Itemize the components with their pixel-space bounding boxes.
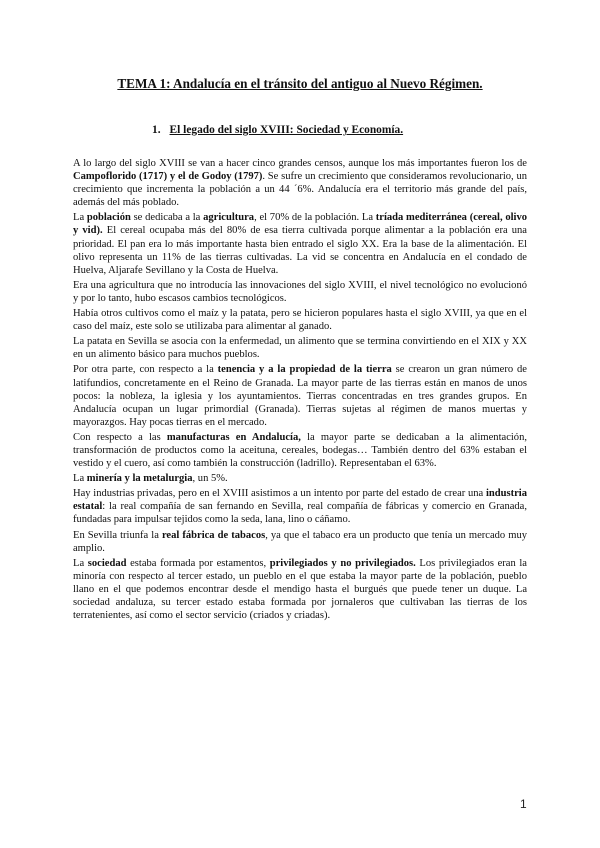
text-run: se dedicaba a la: [130, 212, 204, 224]
bold-term: industria estatal: [73, 488, 527, 513]
paragraph-p3: [73, 279, 527, 305]
section-heading: [152, 124, 403, 136]
paragraph-p6: [73, 363, 527, 428]
paragraph-p1: [73, 157, 527, 209]
text-run: se crearon un gran número de latifundios, concretamente en el Reino de Granada. La mayor parte de las tierras están en manos de unos pocos: la nobleza, la iglesia y los ayuntamientos. Tierras concentradas en tres grandes grupos. En Andalucía ocupan un lugar primordial (Granada). Tierras sujetas al régimen de manos muertas y mayorazgos. Hay pocas tierras en el mercado.: [73, 364, 527, 428]
page-number: 1: [520, 797, 527, 811]
text-run: El cereal ocupaba más del 80% de esa tierra cultivada porque alimentar a la población era una prioridad. El pan era lo más importante hasta bien entrado el siglo XX. Era la base de la alimentación. El olivo representa un 11% de las tierras cultivadas. La vid se concentra en Andalucía en el condado de Huelva, Aljarafe Sevillano y la Costa de Huelva.: [73, 225, 527, 276]
text-run: En Sevilla triunfa la: [73, 529, 162, 541]
paragraph-p9: [73, 487, 527, 526]
text-run: Hay industrias privadas, pero en el XVIII asistimos a un intento por parte del estado de crear una: [73, 488, 486, 500]
text-run: , el 70% de la población. La: [254, 212, 376, 224]
text-run: , ya que el tabaco era un producto que tenía un mercado muy amplio.: [73, 529, 527, 554]
paragraph-p5: [73, 335, 527, 361]
text-run: La: [73, 212, 87, 224]
paragraph-p7: [73, 431, 527, 470]
text-run: Los privilegiados eran la minoría con respecto al tercer estado, un pueblo en el que estaba la mayor parte de la población, pueblo llano en el que podemos encontrar desde el mendigo hasta el burgués que puede tener un duque. La sociedad andaluza, su tercer estado estaba formada por jornaleros que cultivaban las tierras de los terratenientes, así como el sector servicio (criados y criadas).: [73, 557, 527, 622]
text-run: : la real compañía de san fernando en Sevilla, real compañía de fábricas y comercio en Granada, fundadas para impulsar tejidos como la seda, lana, lino o cáñamo.: [73, 501, 527, 526]
document-body: [73, 157, 527, 624]
text-run: Por otra parte, con respecto a la: [73, 364, 218, 376]
paragraph-p11: [73, 557, 527, 622]
text-run: La patata en Sevilla se asocia con la enfermedad, un alimento que se termina convirtiendo en el XIX y XX en un alimento básico para muchos pueblos.: [73, 336, 527, 361]
text-run: La: [73, 557, 88, 569]
bold-term: real fábrica de tabacos: [161, 529, 266, 541]
section-number: 1.: [152, 124, 161, 136]
paragraph-p2: [73, 211, 527, 276]
bold-term: manufacturas en Andalucía,: [166, 431, 301, 443]
text-run: La: [73, 473, 87, 485]
bold-term: Campoflorido (1717) y el de Godoy (1797): [73, 171, 263, 183]
text-run: Era una agricultura que no introducía las innovaciones del siglo XVIII, el nivel tecnológico no evolucionó y por lo tanto, hubo escasos cambios tecnológicos.: [73, 279, 527, 304]
document-title: TEMA 1: Andalucía en el tránsito del antiguo al Nuevo Régimen.: [117, 76, 483, 91]
text-run: Había otros cultivos como el maíz y la patata, pero se hicieron populares hasta el siglo XVIII, ya que en el caso del maíz, este solo se utilizaba para alimentar al ganado.: [73, 308, 527, 333]
text-run: . Se sufre un crecimiento que consideramos revolucionario, un crecimiento que incrementa la población a un 44 ´6%. Andalucía era el territorio más grande del país, además del más poblado.: [73, 171, 527, 209]
text-run: , un 5%.: [192, 473, 228, 485]
text-run: Con respecto a las: [73, 431, 167, 443]
paragraph-p10: [73, 529, 527, 555]
text-run: estaba formada por estamentos,: [126, 557, 270, 569]
section-title: El legado del siglo XVIII: Sociedad y Economía.: [169, 124, 404, 136]
paragraph-p8: [73, 472, 527, 485]
paragraph-p4: [73, 307, 527, 333]
bold-term: población: [86, 212, 131, 224]
bold-term: agricultura: [203, 212, 255, 224]
text-run: la mayor parte se dedicaban a la alimentación, transformación de productos como la aceituna, cereales, bodegas… También dentro del 63% estaban el vestido y el cuero, así como también la construcción (ladrillo). Representaban el 63%.: [73, 431, 527, 470]
bold-term: tenencia y a la propiedad de la tierra: [217, 364, 392, 376]
bold-term: sociedad: [87, 557, 127, 569]
bold-term: tríada mediterránea (cereal, olivo y vid).: [73, 212, 527, 237]
bold-term: minería y la metalurgia: [86, 473, 193, 485]
bold-term: privilegiados y no privilegiados.: [269, 557, 416, 569]
text-run: A lo largo del siglo XVIII se van a hacer cinco grandes censos, aunque los más importantes fueron los de: [73, 158, 527, 169]
